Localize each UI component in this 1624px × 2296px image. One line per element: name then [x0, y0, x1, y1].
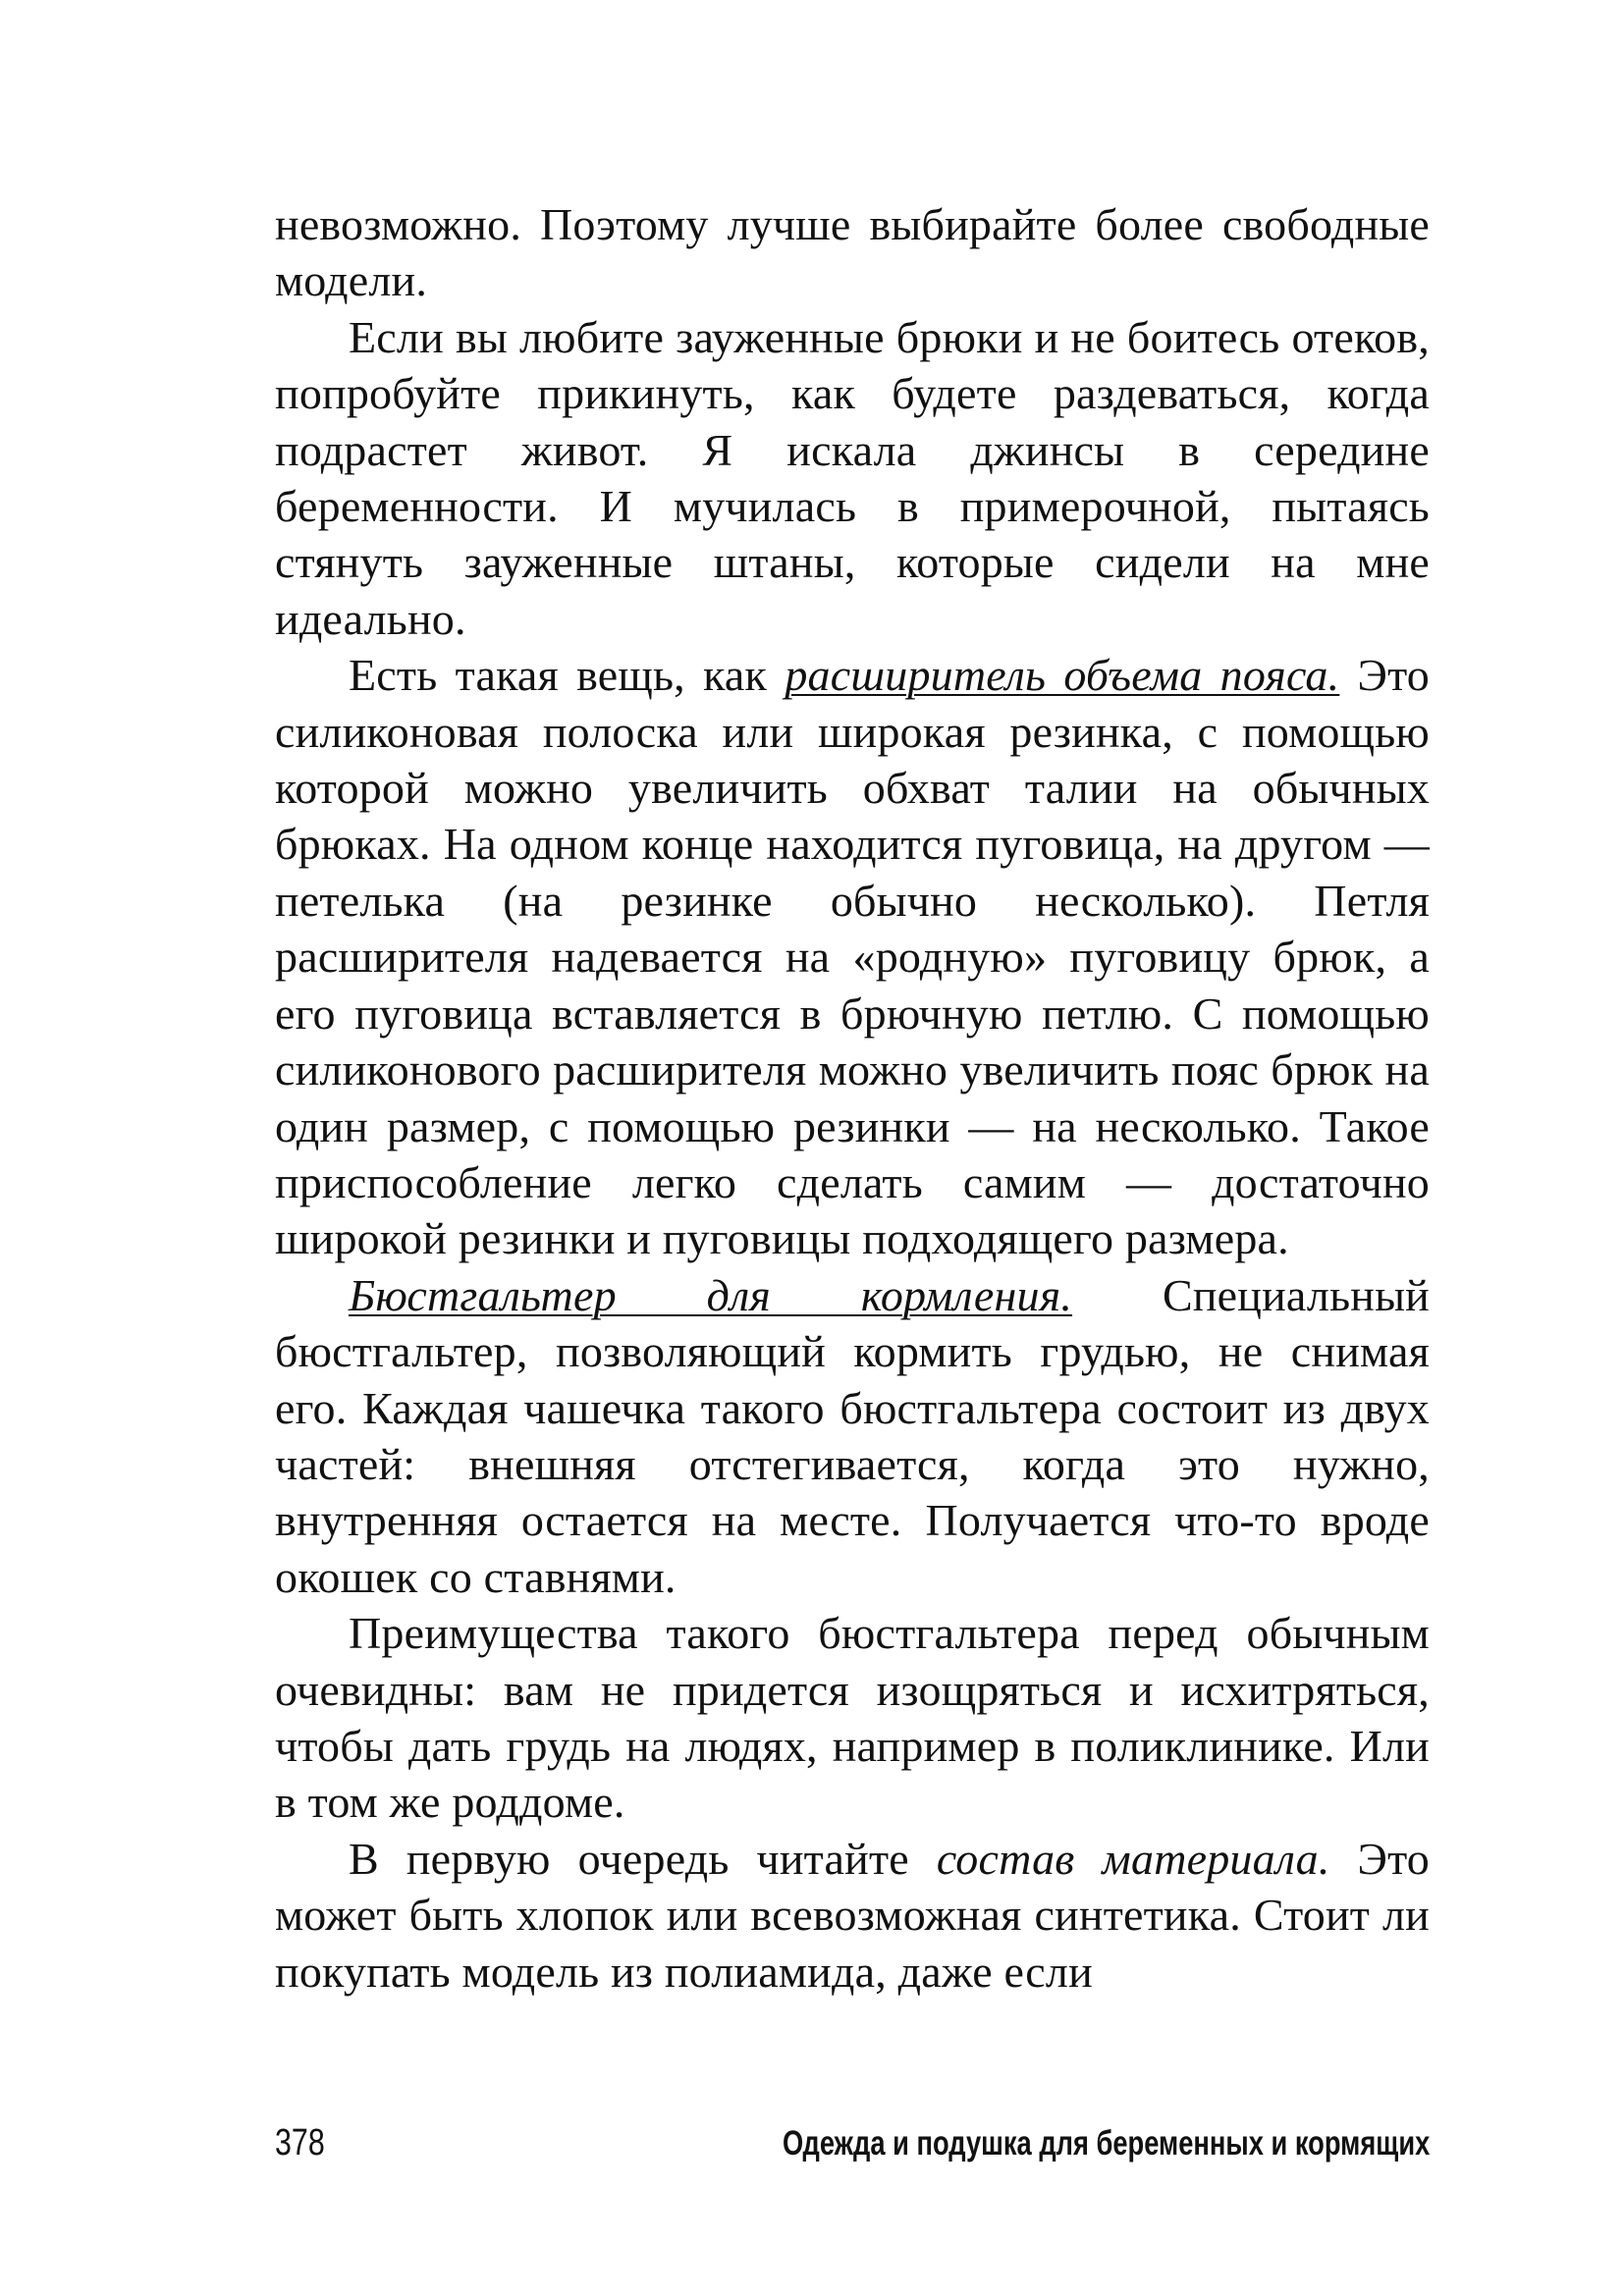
text-run: Это может быть хлопок или всевозможная синтетика. Стоит ли покупать модель из полиамида, даже если — [275, 1833, 1430, 1997]
paragraph-5 — [275, 1605, 1430, 1831]
paragraph-4 — [275, 1267, 1430, 1605]
page-footer — [275, 2122, 1430, 2169]
term-nursing-bra: Бюстгальтер для кормления. — [349, 1269, 1073, 1320]
text-run: невозможно. Поэтому лучше выбирайте более свободные модели. — [275, 199, 1430, 306]
paragraph-3 — [275, 647, 1430, 1266]
text-run: Это силиконовая полоска или широкая резинка, с помощью которой можно увеличить обхват талии на обычных брюках. На одном конце находится пуговица, на другом — петелька (на резинке обычно несколько). Петля расширителя надевается на «родную» пуговицу брюк, а его пуговица вставляется в брючную петлю. С помощью силиконового расширителя можно увеличить пояс брюк на один размер, с помощью резинки — на несколько. Такое приспособление легко сделать самим — достаточно широкой резинки и пуговицы подходящего размера. — [275, 650, 1431, 1264]
term-waist-extender: расширитель объема пояса. — [785, 650, 1340, 701]
paragraph-6 — [275, 1831, 1430, 2000]
text-run: Если вы любите зауженные брюки и не боитесь отеков, попробуйте прикинуть, как будете раздеваться, когда подрастет живот. Я искала джинсы в середине беременности. И мучилась в примерочной, пытаясь стянуть зауженные штаны, которые сидели на мне идеально. — [275, 311, 1430, 644]
text-run: Преимущества такого бюстгальтера перед обычным очевидны: вам не придется изощряться и исхитряться, чтобы дать грудь на людях, например в поликлинике. Или в том же роддоме. — [275, 1608, 1430, 1828]
body-text — [275, 196, 1430, 2000]
page-body — [275, 196, 1430, 2000]
running-title: Одежда и подушка для беременных и кормящих — [782, 2124, 1430, 2163]
text-run: В первую очередь читайте — [349, 1833, 937, 1884]
text-run: Специальный бюстгальтер, позволяющий кормить грудью, не снимая его. Каждая чашечка такого бюстгальтера состоит из двух частей: внешняя отстегивается, когда это нужно, внутренняя остается на месте. Получается что-то вроде окошек со ставнями. — [275, 1269, 1430, 1602]
paragraph-1 — [275, 196, 1430, 309]
text-run: Есть такая вещь, как — [349, 650, 785, 701]
paragraph-2 — [275, 309, 1430, 647]
page-number: 378 — [275, 2122, 325, 2163]
term-material: состав материала. — [936, 1833, 1330, 1884]
